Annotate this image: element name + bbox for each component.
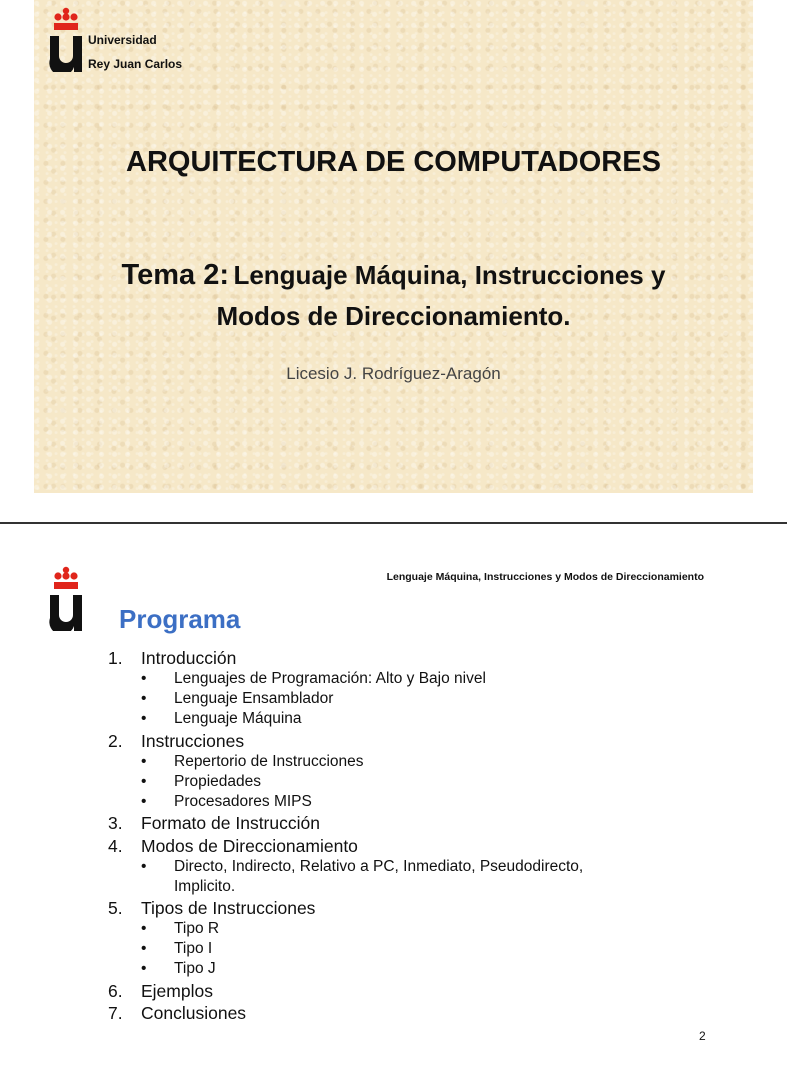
outline-subitem-text: Tipo I xyxy=(174,940,213,957)
topic-title xyxy=(34,257,753,339)
slide-header: Lenguaje Máquina, Instrucciones y Modos de Direccionamiento xyxy=(386,571,704,583)
bullet-icon: • xyxy=(141,940,147,957)
author-name: Licesio J. Rodríguez-Aragón xyxy=(286,364,501,383)
outline-subitem-text: Tipo R xyxy=(174,920,220,937)
bullet-icon: • xyxy=(141,920,147,937)
outline-subitem xyxy=(108,772,668,792)
outline-item xyxy=(108,898,668,919)
outline-item-number: 2. xyxy=(108,730,123,751)
bullet-icon: • xyxy=(141,752,147,770)
university-name-line1: Universidad xyxy=(88,33,157,47)
outline-item xyxy=(108,648,668,669)
outline-subitem xyxy=(108,752,668,772)
outline-subitem-text: Directo, Indirecto, Relativo a PC, Inmediato, Pseudodirecto, xyxy=(174,857,584,875)
outline-subitem xyxy=(108,877,668,897)
outline-subitem xyxy=(108,792,668,812)
course-title: ARQUITECTURA DE COMPUTADORES xyxy=(126,146,661,178)
title-slide xyxy=(34,0,753,493)
outline-subitem xyxy=(108,857,668,877)
outline-item-number: 4. xyxy=(108,835,123,856)
bullet-icon: • xyxy=(141,792,147,810)
outline-subitem-text: Lenguaje Ensamblador xyxy=(174,690,334,707)
outline-item-number: 5. xyxy=(108,898,123,918)
outline-subitem-text: Procesadores MIPS xyxy=(174,792,312,810)
outline-item-text: Tipos de Instrucciones xyxy=(141,898,316,918)
topic-title-line2: Modos de Direccionamiento. xyxy=(216,301,571,331)
outline-item-text: Instrucciones xyxy=(141,730,245,751)
outline-item-text: Introducción xyxy=(141,648,237,668)
program-outline xyxy=(108,648,668,1026)
outline-item-number: 7. xyxy=(108,1003,123,1023)
outline-item xyxy=(108,836,668,857)
outline-item-text: Formato de Instrucción xyxy=(141,813,320,833)
outline-subitem xyxy=(108,919,668,939)
bullet-icon: • xyxy=(141,670,147,687)
topic-title-line1: Lenguaje Máquina, Instrucciones y xyxy=(233,260,666,290)
outline-subitem xyxy=(108,939,668,959)
bullet-icon: • xyxy=(141,960,147,977)
urjc-logo-icon xyxy=(48,6,84,72)
outline-subitem-text: Repertorio de Instrucciones xyxy=(174,752,364,770)
outline-item-number: 6. xyxy=(108,980,123,1001)
outline-subitem-text: Lenguaje Máquina xyxy=(174,710,302,727)
outline-item-number: 1. xyxy=(108,648,123,668)
outline-subitem-text: Tipo J xyxy=(174,960,216,977)
bullet-icon: • xyxy=(141,857,147,875)
page-number: 2 xyxy=(699,1029,706,1043)
outline-item-text: Modos de Direccionamiento xyxy=(141,835,358,856)
outline-subitem xyxy=(108,959,668,979)
outline-item-number: 3. xyxy=(108,813,123,833)
outline-item xyxy=(108,1003,668,1024)
outline-item xyxy=(108,813,668,834)
bullet-icon: • xyxy=(141,772,147,790)
outline-item xyxy=(108,981,668,1002)
bullet-icon: • xyxy=(141,710,147,727)
outline-subitem-text: Lenguajes de Programación: Alto y Bajo nivel xyxy=(174,670,486,687)
outline-subitem-text: Propiedades xyxy=(174,772,262,790)
outline-subitem xyxy=(108,709,668,729)
outline-item-text: Conclusiones xyxy=(141,1003,247,1023)
outline-subitem xyxy=(108,669,668,689)
bullet-icon: • xyxy=(141,690,147,707)
university-name-line2: Rey Juan Carlos xyxy=(88,57,183,71)
urjc-logo-small-icon xyxy=(48,565,84,631)
outline-item xyxy=(108,731,668,752)
page-divider xyxy=(0,522,787,524)
outline-subitem-text: Implicito. xyxy=(174,877,236,895)
outline-item-text: Ejemplos xyxy=(141,980,213,1001)
topic-number: Tema 2: xyxy=(121,259,229,291)
outline-subitem xyxy=(108,689,668,709)
slide-title: Programa xyxy=(119,604,241,634)
